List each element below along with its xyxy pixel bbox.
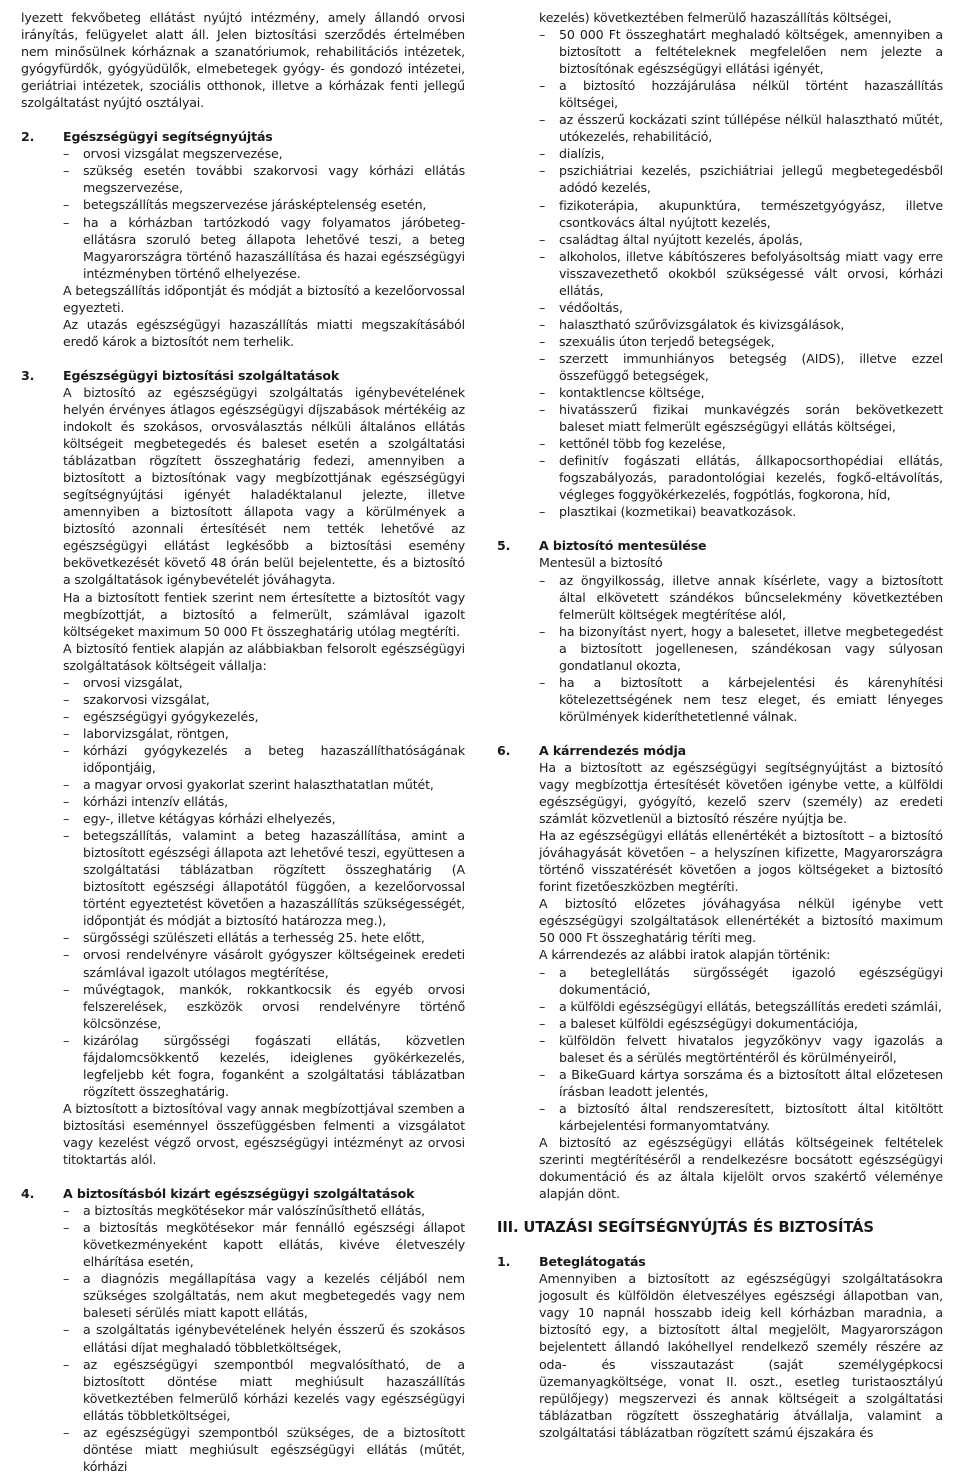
list-item: – a szolgáltatás igénybevételének helyén ésszerű és szokásos ellátási díjat meghaladó többletköltségek, [63, 1321, 465, 1355]
section-5 [497, 537, 943, 725]
list-item: – plasztikai (kozmetikai) beavatkozások. [539, 503, 943, 520]
list-item: – szükség esetén további szakorvosi vagy kórházi ellátás megszervezése, [63, 162, 465, 196]
list-item: – hivatásszerű fizikai munkavégzés során bekövetkezett baleset miatt felmerült egészségügyi ellátás költségei, [539, 401, 943, 435]
paragraph: A biztosító előzetes jóváhagyása nélkül igénybe vett egészségügyi szolgáltatások ellenértékét a biztosító maximum 50 000 Ft összeghatárig téríti meg. [539, 896, 943, 946]
list-item: – a külföldi egészségügyi ellátás, betegszállítás eredeti számlái, [539, 998, 943, 1015]
section-title: Egészségügyi biztosítási szolgáltatások [63, 367, 340, 383]
list-item: – 50 000 Ft összeghatárt meghaladó költségek, amennyiben a biztosított a feltételeknek megfelelően nem jelezte a biztosítónak egészségügyi ellátási igényét, [539, 26, 943, 77]
section-III-1 [497, 1253, 943, 1441]
section-number: 5. [497, 538, 511, 554]
list-item: – orvosi vizsgálat megszervezése, [63, 145, 465, 162]
list-item: – kizárólag sürgősségi fogászati ellátás, közvetlen fájdalomcsökkentő kezelés, ideiglenes gyökérkezelés, legfeljebb két fogra, foganként a szolgáltatási táblázatban rögzített összeghatárig. [63, 1032, 465, 1100]
section-title: Beteglátogatás [539, 1254, 646, 1270]
section-title: A biztosító mentesülése [539, 538, 707, 554]
paragraph: Ha a biztosított az egészségügyi segítségnyújtást a biztosító vagy megbízottja értesítését követően igénybe vette, a külföldi egészségügyi, gyógyító, kezelő szerv (személy) az eredeti számlát közvetlenül a biztosító részére nyújtja be. [539, 759, 943, 827]
section-title: A biztosításból kizárt egészségügyi szolgáltatások [63, 1186, 415, 1202]
list-item: – orvosi rendelvényre vásárolt gyógyszer költségeinek eredeti számlával igazolt utólagos megtérítése, [63, 946, 465, 980]
chapter-heading: III. UTAZÁSI SEGÍTSÉGNYÚJTÁS ÉS BIZTOSÍTÁS [497, 1219, 874, 1237]
left-column [21, 9, 465, 1475]
paragraph: A biztosító az egészségügyi ellátás költségeinek feltételek szerinti megtérítéséről a rendelkezésre bocsátott egészségügyi dokumentáció és az általa kijelölt orvos szakértő véleménye alapján dönt. [539, 1135, 943, 1202]
section-2 [21, 128, 465, 350]
list-item: – a biztosítás megkötésekor már fennálló egészségi állapot következményeként kapott ellátás, kivéve életveszély elhárítása esetén, [63, 1219, 465, 1270]
section-4-continued [497, 9, 943, 520]
list-item: – az egészségügyi szempontból szükséges, de a biztosított döntése miatt meghiúsult egészségügyi ellátás (műtét, kórházi [63, 1424, 465, 1475]
list-item: – pszichiátriai kezelés, pszichiátriai jellegű megbetegedésből adódó kezelés, [539, 162, 943, 196]
list-item: – laborvizsgálat, röntgen, [63, 725, 465, 742]
paragraph: A biztosított a biztosítóval vagy annak megbízottjával szemben a biztosítási eseménnyel összefüggésben felmenti a vizsgálatot vagy kezelést végző orvost, egészségügyi intézményt az orvosi titoktartás alól. [63, 1100, 465, 1168]
list-item: – ha a biztosított a kárbejelentési és kárenyhítési kötelezettségének nem tesz eleget, és emiatt lényeges körülmények kideríthetetlenné válnak. [539, 674, 943, 725]
paragraph: A kárrendezés az alábbi iratok alapján történik: [539, 947, 831, 963]
list-item: – halasztható szűrővizsgálatok és kivizsgálások, [539, 316, 943, 333]
list-item: – betegszállítás, valamint a beteg hazaszállítása, amint a biztosított egészségi állapota azt lehetővé teszi, együttesen a szolgáltatási táblázatban rögzített összeghatárig (A biztosított egészségi állapotától függően, a kezelőorvossal történt egyeztetést követően a hazaszállítás szükségességét, időpontját és módját a biztosító határozza meg.), [63, 827, 465, 929]
list-item: – művégtagok, mankók, rokkantkocsik és egyéb orvosi felszerelések, eszközök orvosi rendelvényre történő kölcsönzése, [63, 981, 465, 1032]
section-3 [21, 367, 465, 1168]
section-6 [497, 742, 943, 1202]
paragraph: Ha a biztosított fentiek szerint nem értesítette a biztosítót vagy megbízottját, a biztosító a felmerült, számlával igazolt költségeket maximum 50 000 Ft összeghatárig utólag megtéríti. [63, 589, 465, 639]
list-item: – kettőnél több fog kezelése, [539, 435, 943, 452]
list-item: – betegszállítás megszervezése járásképtelenség esetén, [63, 196, 465, 213]
list-item: – kórházi intenzív ellátás, [63, 793, 465, 810]
list-item: – a baleset külföldi egészségügyi dokumentációja, [539, 1015, 943, 1032]
list-item: – kórházi gyógykezelés a beteg hazaszállíthatóságának időpontjáig, [63, 742, 465, 776]
section-title: A kárrendezés módja [539, 742, 686, 758]
section-number: 2. [21, 129, 35, 145]
list-item: – külföldön felvett hivatalos jegyzőkönyv vagy igazolás a baleset és a sérülés megtörténtéről és körülményeiről, [539, 1032, 943, 1066]
list-item: – szakorvosi vizsgálat, [63, 691, 465, 708]
list-item: – fizikoterápia, akupunktúra, természetgyógyász, illetve csontkovács által nyújtott kezelés, [539, 197, 943, 231]
section-4 [21, 1185, 465, 1475]
section-number: 3. [21, 367, 35, 383]
list-item: – alkoholos, illetve kábítószeres befolyásoltság miatt vagy erre visszavezethető okokból szükségessé vált orvosi, kórházi ellátás, [539, 248, 943, 299]
list-item: – a biztosító által rendszeresített, biztosított által kitöltött kárbejelentési formanyomtatvány. [539, 1100, 943, 1134]
right-column [497, 9, 943, 1441]
list-item: – a BikeGuard kártya sorszáma és a biztosított által előzetesen írásban leadott jelentés, [539, 1066, 943, 1100]
list-item: – az egészségügyi szempontból megvalósítható, de a biztosított döntése miatt meghiúsult hazaszállítás következtében felmerülő kórházi kezelés vagy egészségügyi ellátás többletköltségei, [63, 1356, 465, 1424]
list-item: – az ésszerű kockázati szint túllépése nélkül halasztható műtét, utókezelés, rehabilitáció, [539, 111, 943, 145]
intro-paragraph: lyezett fekvőbeteg ellátást nyújtó intézmény, amely állandó orvosi irányítás, felügyelet alatt áll. Jelen biztosítási szerződés értelmében nem minősülnek kórháznak a szanatóriumok, rehabilitációs intézetek, gyógyfürdők, gyógyüdülők, elmebetegek gyógy- és gondozó intézetei, geriátriai intézetek, szociális otthonok, illetve a kórházak fenti jellegű szolgáltatást nyújtó osztályai. [21, 10, 465, 111]
list-item: – szerzett immunhiányos betegség (AIDS), illetve ezzel összefüggő betegségek, [539, 350, 943, 384]
section-title: Egészségügyi segítségnyújtás [63, 129, 273, 145]
list-item: – ha bizonyítást nyert, hogy a balesetet, illetve megbetegedést a biztosított jogellenesen, szándékosan vagy súlyosan gondatlanul okozta, [539, 623, 943, 674]
list-item: – definitív fogászati ellátás, állkapocsorthopédiai ellátás, fogszabályozás, paradontológiai kezelés, fogkő-eltávolítás, végleges foggyökérkezelés, fogpótlás, fogkorona, híd, [539, 452, 943, 503]
list-item: – családtag által nyújtott kezelés, ápolás, [539, 231, 943, 248]
paragraph: Amennyiben a biztosított az egészségügyi szolgáltatásokra jogosult és külföldön életveszélyes egészségi állapotban van, vagy 10 napnál hosszabb ideig kell kórházban maradnia, a biztosító egy, a biztosított által megjelölt, Magyarországon bejelentett állandó lakóhellyel rendelkező személy részére az oda- és visszautazást (saját személygépkocsi üzemanyagköltsége, vonat II. oszt., esetleg turistaosztályú repülőjegy) megszervezi és annak költségeit a szolgáltatási táblázatban rögzített összeghatárig átvállalja, valamint a szolgáltatási táblázatban rögzített számú éjszakára és [539, 1271, 943, 1440]
paragraph: A biztosító fentiek alapján az alábbiakban felsorolt egészségügyi szolgáltatások költségeit vállalja: [63, 640, 465, 673]
list-item: – a beteglellátás sürgősségét igazoló egészségügyi dokumentáció, [539, 964, 943, 998]
list-item: – védőoltás, [539, 299, 943, 316]
list-item: – egészségügyi gyógykezelés, [63, 708, 465, 725]
list-item: – dialízis, [539, 145, 943, 162]
list-item: – a magyar orvosi gyakorlat szerint halaszthatatlan műtét, [63, 776, 465, 793]
list-item: – orvosi vizsgálat, [63, 674, 465, 691]
section-number: 1. [497, 1254, 511, 1270]
paragraph: Mentesül a biztosító [539, 555, 663, 571]
list-item: – a biztosítás megkötésekor már valószínűsíthető ellátás, [63, 1202, 465, 1219]
list-item: – az öngyilkosság, illetve annak kísérlete, vagy a biztosított által elkövetett szándékos bűncselekmény következtében felmerült költségek megtérítése alól, [539, 572, 943, 623]
paragraph: A biztosító az egészségügyi szolgáltatás igénybevételének helyén érvényes átlagos egészségügyi díjszabások mértékéig az indokolt és szokásos, orvosválasztás nélküli általános ellátás költségeit megbetegedés és baleset esetén a szolgáltatási táblázatban rögzített összeghatárig fedezi, amennyiben a biztosított a biztosítónak vagy megbízottjának egészségügyi segítségnyújtási igényét haladéktalanul jelezte, illetve amennyiben a biztosított állapota vagy a körülmények a biztosító azonnali értesítését nem tették lehetővé az egészségügyi ellátást legkésőbb a biztosítási esemény bekövetkezését követő 48 órán belül bejelentette, és a biztosító a szolgáltatások igénybevételét jóváhagyta. [63, 384, 465, 588]
list-item: – szexuális úton terjedő betegségek, [539, 333, 943, 350]
list-item: – sürgősségi szülészeti ellátás a terhesség 25. hete előtt, [63, 929, 465, 946]
paragraph: kezelés) következtében felmerülő hazaszállítás költségei, [539, 10, 892, 25]
list-item: – kontaktlencse költsége, [539, 384, 943, 401]
list-item: – a diagnózis megállapítása vagy a kezelés céljából nem szükséges szolgáltatás, nem akut megbetegedés vagy nem baleseti sérülés miatt kapott ellátás, [63, 1270, 465, 1321]
list-item: – ha a kórházban tartózkodó vagy folyamatos járóbeteg-ellátásra szoruló beteg állapota lehetővé teszi, a beteg Magyarországra történő hazaszállítása és hazai egészségügyi intézményben történő elhelyezése. [63, 214, 465, 282]
section-number: 6. [497, 742, 511, 758]
paragraph: A betegszállítás időpontját és módját a biztosító a kezelőorvossal egyezteti. [63, 282, 465, 315]
list-item: – a biztosító hozzájárulása nélkül történt hazaszállítás költségei, [539, 77, 943, 111]
section-number: 4. [21, 1186, 35, 1202]
paragraph: Ha az egészségügyi ellátás ellenértékét a biztosított – a biztosító jóváhagyását követően – a helyszínen kifizette, Magyarországra történő visszatérését követően a jogos költségeket a biztosító forint fizetőeszközben megtéríti. [539, 828, 943, 895]
list-item: – egy-, illetve kétágyas kórházi elhelyezés, [63, 810, 465, 827]
paragraph: Az utazás egészségügyi hazaszállítás miatti megszakításából eredő károk a biztosítót nem terhelik. [63, 316, 465, 349]
